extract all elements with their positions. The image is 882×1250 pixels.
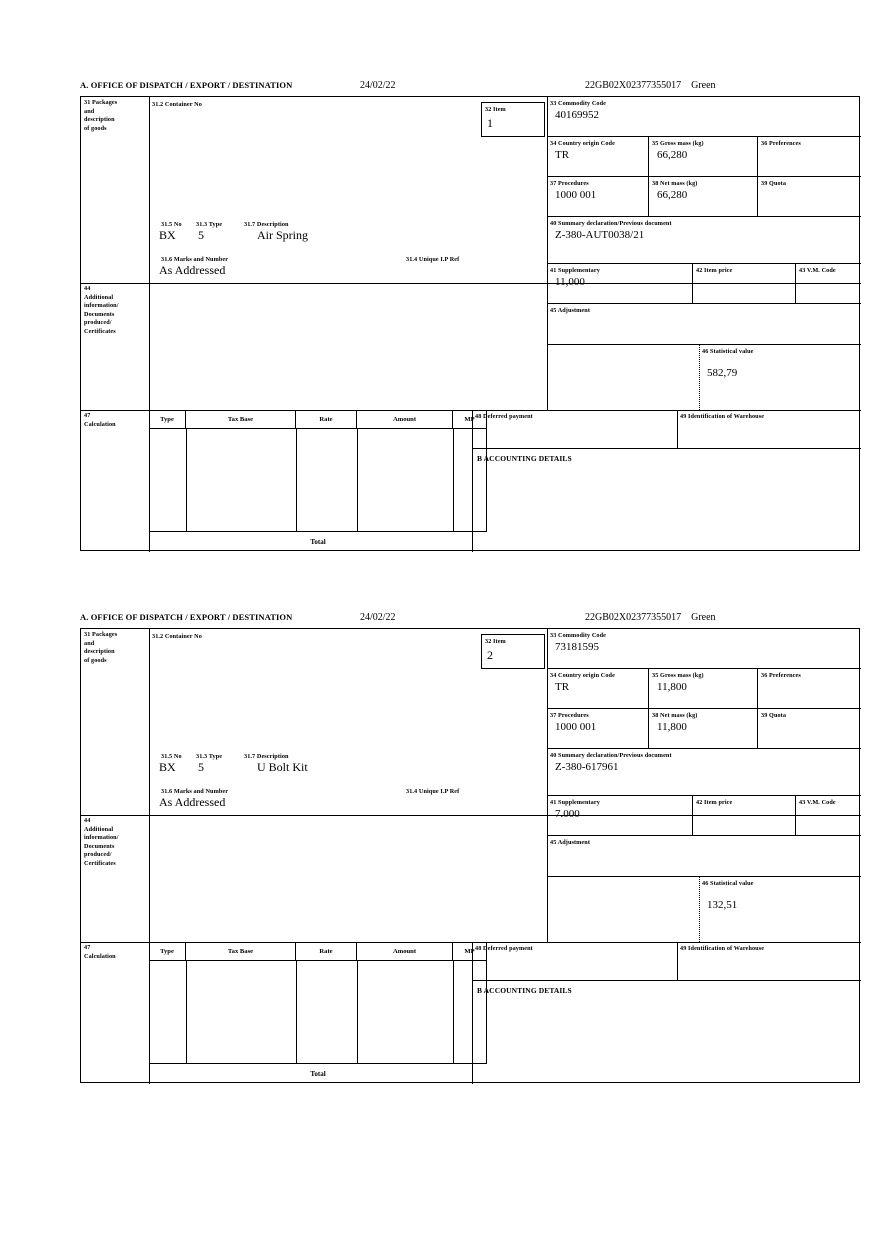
box-49-label: 49 Identification of Warehouse [680,413,765,420]
box-38-label: 38 Net mass (kg) [652,180,698,187]
supplementary-value-2: 7.000 [555,807,580,820]
statistical-value-field-2 [699,877,861,942]
box-41-label: 41 Supplementary [550,267,600,274]
packages-no-value-2: BX [159,760,176,774]
box-b-label: B ACCOUNTING DETAILS [477,454,572,463]
calc-col-rate-header: Rate [296,410,357,429]
gross-mass-field-2 [649,669,758,709]
box-32-label-2: 32 Item [485,638,506,645]
item-number-box-2 [481,634,545,669]
box-43-label: 43 V.M. Code [799,267,836,274]
box-46-label: 46 Statistical value [702,348,754,355]
marks-and-number-label: 31.6 Marks and Number [161,256,229,263]
supplementary-value: 11,000 [555,275,585,288]
box-42-label: 42 Item price [696,267,733,274]
box-44-label-2-l1: 44 [84,817,91,824]
country-origin-value: TR [555,148,570,161]
box-39-label: 39 Quota [761,180,787,187]
unique-ip-ref-label-2: 31.4 Unique I.P Ref [406,788,460,795]
net-mass-value-2: 11,800 [657,720,687,733]
box-44-label-2-l2: Additional [84,825,114,833]
packages-description-label-2: 31.7 Description [244,753,289,760]
quota-field [758,177,861,217]
box-47-label-2 [81,942,152,961]
box-37-label-2: 37 Procedures [550,712,589,719]
box-44-label-l1: 44 [84,285,91,292]
box-b-label-2: B ACCOUNTING DETAILS [477,986,572,995]
commodity-code-value: 40169952 [555,108,599,121]
box-31-label-2-l3: description [84,648,115,655]
box-37-label: 37 Procedures [550,180,589,187]
box-31-label [81,97,152,133]
box-38-label-2: 38 Net mass (kg) [652,712,698,719]
sheet-2-header [80,612,862,628]
box-31-label-2 [81,629,152,665]
box-39-label-2: 39 Quota [761,712,787,719]
unique-ip-ref-label: 31.4 Unique I.P Ref [406,256,460,263]
preferences-field-2 [758,669,861,709]
box-31-label-l2: and [84,107,95,115]
calc-col-amount-header-2: Amount [357,942,453,961]
packages-type-label-2: 31.3 Type [196,753,223,760]
calc-total-row-2 [149,1064,487,1084]
packages-description-label: 31.7 Description [244,221,289,228]
sheet-1-body [80,96,860,551]
calc-rows-area-2[interactable] [149,961,487,1064]
container-no-label-2: 31.2 Container No [152,633,202,640]
deferred-payment-field [472,410,677,448]
box-47-label-2-l2: Calculation [84,952,116,960]
box-31-label-2-l2: and [84,639,95,647]
packages-no-value: BX [159,228,176,242]
vm-code-field-2 [796,796,861,836]
box-47-label [81,410,152,429]
item-price-field [693,264,796,304]
box-36-label: 36 Preferences [761,140,801,147]
declaration-date: 24/02/22 [360,80,396,91]
box-48-label-2: 48 Deferred payment [475,945,533,952]
box-33-label: 33 Commodity Code [550,100,607,107]
previous-document-field-2 [547,749,861,796]
warehouse-identification-field [677,410,861,448]
net-mass-field-2 [649,709,758,749]
box-44-label-2 [81,815,152,868]
mrn-and-lane-2 [585,612,716,623]
box-34-label: 34 Country origin Code [550,140,615,147]
country-origin-value-2: TR [555,680,570,693]
calc-total-label-2: Total [310,1070,326,1078]
statistical-value-value: 582,79 [707,366,738,379]
calc-divider-2-2 [296,961,297,1064]
gross-mass-value: 66,280 [657,148,688,161]
packages-type-value-2: 5 [198,760,204,774]
box-44-label-2-l4: Documents [84,842,115,850]
calc-col-amount-header: Amount [357,410,453,429]
statistical-value-value-2: 132,51 [707,898,738,911]
calc-col-taxbase-header: Tax Base [186,410,296,429]
box-40-label-2: 40 Summary declaration/Previous document [550,752,672,759]
sheet-2-body [80,628,860,1083]
statistical-value-field [699,345,861,410]
box-32-label: 32 Item [485,106,506,113]
packages-type-label: 31.3 Type [196,221,223,228]
box-44-label-2-l6: Certificates [84,859,116,867]
previous-document-value-2: Z-380-617961 [555,760,619,773]
box-44-label-2-l5: produced/ [84,851,112,858]
box-31-label-l1: 31 Packages [84,99,118,106]
warehouse-identification-field-2 [677,942,861,980]
packages-no-label: 31.5 No [161,221,182,228]
mrn-and-lane [585,80,716,91]
box-47-label-l1: 47 [84,412,91,419]
calc-divider-2 [296,429,297,532]
box-31-label-2-l1: 31 Packages [84,631,118,638]
commodity-code-field [547,97,861,137]
box-34-label-2: 34 Country origin Code [550,672,615,679]
right-column-2 [547,629,861,942]
packages-no-label-2: 31.5 No [161,753,182,760]
lane-value: Green [691,80,716,91]
box-44-label-l5: produced/ [84,319,112,326]
box-33-label-2: 33 Commodity Code [550,632,607,639]
container-no-label: 31.2 Container No [152,101,202,108]
marks-and-number-label-2: 31.6 Marks and Number [161,788,229,795]
box-31-label-2-l4: of goods [84,656,107,664]
calc-divider-2-1 [186,961,187,1064]
box-31-label-l3: description [84,116,115,123]
customs-sheet-2 [80,612,862,1083]
box-47-label-l2: Calculation [84,420,116,428]
gross-mass-field [649,137,758,177]
procedures-value: 1000 001 [555,188,597,201]
marks-and-number-value-2: As Addressed [159,795,226,809]
procedures-field-2 [547,709,649,749]
declaration-date-2: 24/02/22 [360,612,396,623]
procedures-field [547,177,649,217]
lane-value-2: Green [691,612,716,623]
packages-description-value-2: U Bolt Kit [257,760,308,774]
box-45-label: 45 Adjustment [550,307,590,314]
box-41-label-2: 41 Supplementary [550,799,600,806]
country-origin-field-2 [547,669,649,709]
commodity-code-value-2: 73181595 [555,640,599,653]
gross-mass-value-2: 11,800 [657,680,687,693]
box-44-label-2-l3: information/ [84,834,119,841]
box-35-label: 35 Gross mass (kg) [652,140,704,147]
right-column [547,97,861,410]
calc-col-type-header-2: Type [149,942,186,961]
box-44-label-l2: Additional [84,293,114,301]
calc-col-type-header: Type [149,410,186,429]
marks-and-number-value: As Addressed [159,263,226,277]
previous-document-value: Z-380-AUT0038/21 [555,228,645,241]
box-44-label [81,283,152,336]
box-40-label: 40 Summary declaration/Previous document [550,220,672,227]
calc-divider-3 [357,429,358,532]
box-47-label-2-l1: 47 [84,944,91,951]
office-of-dispatch-label-2: A. OFFICE OF DISPATCH / EXPORT / DESTINATION [80,612,293,622]
box-46-label-2: 46 Statistical value [702,880,754,887]
calc-divider-2-4 [453,961,454,1064]
calc-total-label: Total [310,538,326,546]
mrn-value-2: 22GB02X02377355017 [585,612,682,623]
supplementary-field [547,264,693,304]
calc-col-rate-header-2: Rate [296,942,357,961]
box-45-label-2: 45 Adjustment [550,839,590,846]
calc-col-mp-header-2: MP [453,942,487,961]
net-mass-value: 66,280 [657,188,688,201]
item-price-field-2 [693,796,796,836]
box-44-label-l3: information/ [84,302,119,309]
calc-rows-area[interactable] [149,429,487,532]
item-number-box [481,102,545,137]
box-44-label-l6: Certificates [84,327,116,335]
customs-sheet-1 [80,80,862,551]
calc-divider-2-3 [357,961,358,1064]
box-42-label-2: 42 Item price [696,799,733,806]
packages-type-value: 5 [198,228,204,242]
office-of-dispatch-label: A. OFFICE OF DISPATCH / EXPORT / DESTINATION [80,80,293,90]
packages-description-value: Air Spring [257,228,308,242]
preferences-field [758,137,861,177]
previous-document-field [547,217,861,264]
vm-code-field [796,264,861,304]
box-31-label-l4: of goods [84,124,107,132]
calc-total-row [149,532,487,552]
box-44-label-l4: Documents [84,310,115,318]
adjustment-field-2 [547,836,861,877]
procedures-value-2: 1000 001 [555,720,597,733]
accounting-details-field [472,448,861,552]
calc-col-taxbase-header-2: Tax Base [186,942,296,961]
net-mass-field [649,177,758,217]
country-origin-field [547,137,649,177]
box-35-label-2: 35 Gross mass (kg) [652,672,704,679]
box-48-label: 48 Deferred payment [475,413,533,420]
adjustment-field [547,304,861,345]
item-number-value: 1 [487,115,493,130]
box-43-label-2: 43 V.M. Code [799,799,836,806]
mrn-value: 22GB02X02377355017 [585,80,682,91]
box-36-label-2: 36 Preferences [761,672,801,679]
calc-col-mp-header: MP [453,410,487,429]
deferred-payment-field-2 [472,942,677,980]
sheet-1-header [80,80,862,96]
supplementary-field-2 [547,796,693,836]
calc-divider-1 [186,429,187,532]
box-49-label-2: 49 Identification of Warehouse [680,945,765,952]
accounting-details-field-2 [472,980,861,1084]
commodity-code-field-2 [547,629,861,669]
item-number-value-2: 2 [487,647,493,662]
quota-field-2 [758,709,861,749]
calc-divider-4 [453,429,454,532]
